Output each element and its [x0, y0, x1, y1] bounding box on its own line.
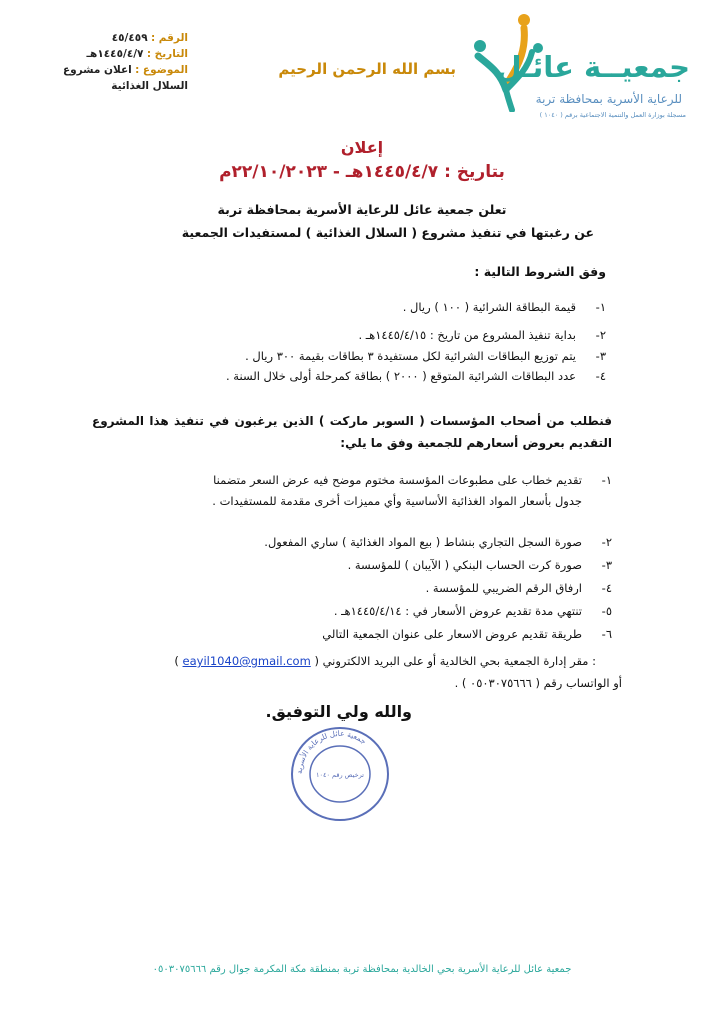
- conditions-title: وفق الشروط التالية :: [474, 264, 606, 279]
- closing-line: والله ولي التوفيق.: [265, 702, 412, 721]
- requirements-list: [264, 530, 612, 646]
- list-item-number: ٤-: [595, 369, 606, 383]
- list-item-text: بداية تنفيذ المشروع من تاريخ : ١٤٤٥/٤/١٥هـ .: [358, 328, 576, 342]
- list-item: [226, 324, 606, 346]
- list-item-text: تنتهي مدة تقديم عروض الأسعار في : ١٤٤٥/٤/١٤هـ .: [333, 604, 582, 618]
- requirements-item-1: [72, 470, 612, 512]
- list-item-text: صورة كرت الحساب البنكي ( الآيبان ) للمؤسسة .: [347, 558, 582, 572]
- list-item: [226, 346, 606, 366]
- list-item: [264, 577, 612, 600]
- submission-address: [174, 654, 596, 668]
- list-item-text: تقديم خطاب على مطبوعات المؤسسة مختوم موضح فيه عرض السعر متضمنا: [213, 473, 582, 487]
- list-item-text: طريقة تقديم عروض الاسعار على عنوان الجمعية التالي: [322, 627, 582, 641]
- announcement-title: إعلان: [340, 138, 384, 157]
- conditions-list: [226, 296, 606, 386]
- list-item-number: ٦-: [601, 627, 612, 641]
- list-item-number: ٢-: [601, 535, 612, 549]
- list-item-continuation: جدول بأسعار المواد الغذائية الأساسية وأي مميزات أخرى مقدمة للمستفيدات .: [212, 494, 582, 508]
- list-item: [72, 470, 612, 491]
- address-text: : مقر إدارة الجمعية بحي الخالدية أو على البريد الالكتروني (: [314, 654, 596, 668]
- list-item-text: ارفاق الرقم الضريبي للمؤسسة .: [425, 581, 582, 595]
- meta-subject: [38, 62, 188, 94]
- list-item: [264, 623, 612, 646]
- list-item-text: عدد البطاقات الشرائية المتوقع ( ٢٠٠٠ ) بطاقة كمرحلة أولى خلال السنة .: [226, 369, 576, 383]
- meta-number-value: ٤٥/٤٥٩: [111, 32, 148, 44]
- footer-contact: جمعية عائل للرعاية الأسرية بحي الخالدية بمحافظة تربة بمنطقة مكة المكرمة جوال رقم ٠٥٠٣٠٧٥٦٦٦: [152, 964, 572, 975]
- list-item: [264, 530, 612, 554]
- list-item-number: ٢-: [595, 328, 606, 342]
- request-paragraph: فنطلب من أصحاب المؤسسات ( السوبر ماركت ) الذين يرغبون في تنفيذ هذا المشروع التقديم بعروض أسعارهم للجمعية وفق ما يلي:: [92, 414, 612, 450]
- official-stamp-icon: [286, 724, 394, 824]
- list-item: [264, 600, 612, 623]
- stamp-ring-text: جمعية عائل للرعاية الأسرية: [294, 728, 368, 775]
- meta-subject-label: الموضوع :: [135, 64, 188, 76]
- whatsapp-line: أو الواتساب رقم ( ٠٥٠٣٠٧٥٦٦٦ ) .: [454, 676, 622, 690]
- list-item-number: ٥-: [601, 604, 612, 618]
- org-registration: مسجلة بوزارة العمل والتنمية الاجتماعية برقم ( ١٠٤٠ ): [539, 111, 686, 119]
- organization-logo: [466, 12, 696, 124]
- list-item: [264, 554, 612, 577]
- announcement-date: بتاريخ : ١٤٤٥/٤/٧هـ - ٢٢/١٠/٢٠٢٣م: [219, 162, 505, 182]
- org-subtitle: للرعاية الأسرية بمحافظة تربة: [535, 92, 682, 106]
- list-item-number: ٤-: [601, 581, 612, 595]
- address-close: ): [174, 654, 179, 668]
- basmala: بسم الله الرحمن الرحيم: [278, 60, 456, 78]
- list-item-number: ١-: [595, 300, 606, 314]
- list-item: [226, 366, 606, 386]
- org-name: جمعيــة عائـل: [496, 50, 690, 84]
- meta-date-label: التاريخ :: [146, 48, 188, 60]
- list-item-text: يتم توزيع البطاقات الشرائية لكل مستفيدة ٣ بطاقات بقيمة ٣٠٠ ريال .: [245, 349, 576, 363]
- list-item-text: قيمة البطاقة الشرائية ( ١٠٠ ) ريال .: [402, 300, 576, 314]
- meta-date: [38, 46, 188, 62]
- meta-subject-value: اعلان مشروع السلال الغذائية: [62, 64, 188, 92]
- list-item-text: صورة السجل التجاري بنشاط ( بيع المواد الغذائية ) ساري المفعول.: [264, 535, 582, 549]
- list-item-number: ٣-: [601, 558, 612, 572]
- list-item-number: ٣-: [595, 349, 606, 363]
- meta-date-value: ١٤٤٥/٤/٧هـ: [86, 48, 144, 60]
- intro-line-1: تعلن جمعية عائل للرعاية الأسرية بمحافظة تربة: [217, 202, 507, 217]
- list-item: [226, 296, 606, 318]
- email-link[interactable]: eayil1040@gmail.com: [182, 654, 311, 668]
- meta-number: [38, 30, 188, 46]
- meta-number-label: الرقم :: [150, 32, 188, 44]
- list-item-number: ١-: [601, 473, 612, 487]
- intro-line-2: عن رغبتها في تنفيذ مشروع ( السلال الغذائية ) لمستفيدات الجمعية: [181, 225, 594, 240]
- stamp-center-text: ترخيص رقم ١٠٤٠: [315, 771, 365, 779]
- letter-meta: [38, 30, 188, 94]
